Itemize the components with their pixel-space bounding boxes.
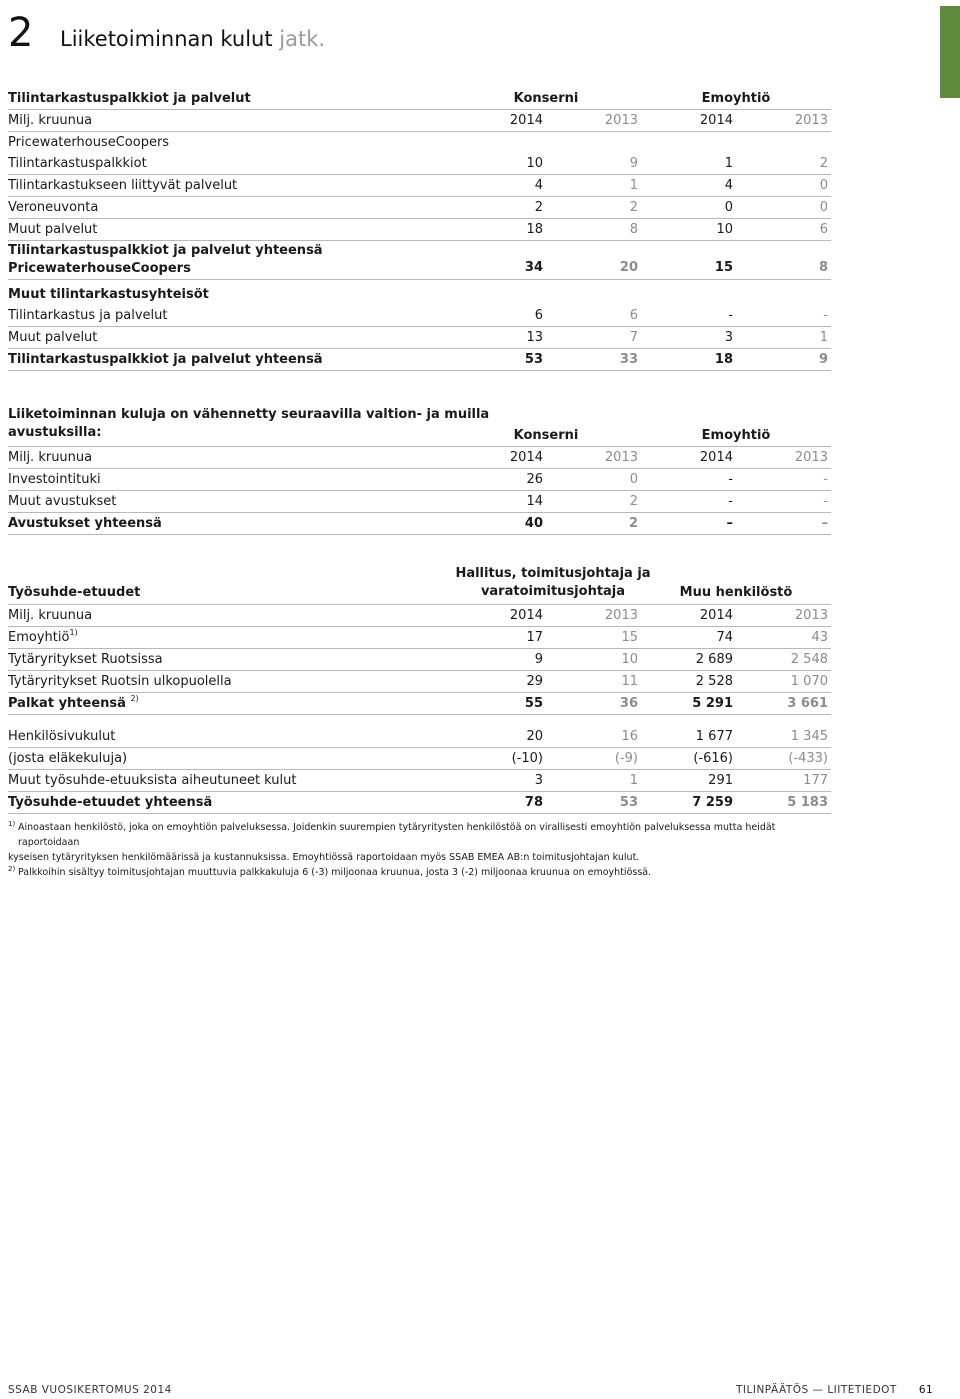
section-number: 2 xyxy=(8,10,34,56)
value-cell: 2 548 xyxy=(790,652,828,667)
value-cell: 3 661 xyxy=(787,696,828,711)
page-number: 61 xyxy=(918,1384,934,1396)
benefits-years-row xyxy=(8,605,831,627)
table-row xyxy=(8,770,831,792)
value-cell: – xyxy=(821,516,828,531)
grants-table xyxy=(8,406,831,535)
table-row xyxy=(8,469,831,491)
value-cell: 10 xyxy=(716,222,733,237)
table-row xyxy=(8,153,831,175)
year-cell: 2013 xyxy=(794,608,828,623)
value-cell: 4 xyxy=(534,178,543,193)
benefits-group-staff: Muu henkilöstö xyxy=(679,585,793,600)
audit-grand-total-row xyxy=(8,349,831,371)
year-cell: 2014 xyxy=(699,608,733,623)
value-cell: - xyxy=(728,494,733,509)
footer-publication: SSAB VUOSIKERTOMUS 2014 xyxy=(8,1384,172,1396)
audit-unit: Milj. kruunua xyxy=(8,113,93,128)
value-cell: 43 xyxy=(811,630,828,645)
grants-group-emoyhtio: Emoyhtiö xyxy=(701,428,771,443)
employee-benefits-table xyxy=(8,564,831,814)
value-cell: 36 xyxy=(619,696,638,711)
value-cell: 13 xyxy=(526,330,543,345)
value-cell: 6 xyxy=(819,222,828,237)
year-cell: 2013 xyxy=(604,450,638,465)
audit-other-heading: Muut tilintarkastusyhteisöt xyxy=(8,287,209,302)
grants-group-konserni: Konserni xyxy=(513,428,579,443)
value-cell: 18 xyxy=(714,352,733,367)
value-cell: (-9) xyxy=(614,751,638,766)
value-cell: - xyxy=(728,308,733,323)
value-cell: 3 xyxy=(724,330,733,345)
year-cell: 2014 xyxy=(509,608,543,623)
year-cell: 2013 xyxy=(604,608,638,623)
value-cell: 55 xyxy=(524,696,543,711)
grants-unit: Milj. kruunua xyxy=(8,450,93,465)
benefits-header-row xyxy=(8,564,831,605)
footnotes xyxy=(8,820,828,880)
grants-title-line1: Liiketoiminnan kuluja on vähennetty seuraavilla valtion- ja muilla xyxy=(8,407,490,422)
audit-title: Tilintarkastuspalkkiot ja palvelut xyxy=(8,91,251,106)
value-cell: 7 259 xyxy=(692,795,733,810)
value-cell: 2 xyxy=(629,494,638,509)
table-row xyxy=(8,197,831,219)
year-cell: 2013 xyxy=(794,113,828,128)
footnote-ref: 1) xyxy=(69,628,78,637)
page-title-suffix: jatk. xyxy=(279,27,326,51)
value-cell: 5 291 xyxy=(692,696,733,711)
row-label: Työsuhde-etuudet yhteensä xyxy=(8,795,213,810)
value-cell: 40 xyxy=(524,516,543,531)
value-cell: 9 xyxy=(534,652,543,667)
value-cell: 0 xyxy=(629,472,638,487)
table-row xyxy=(8,327,831,349)
audit-group-emoyhtio: Emoyhtiö xyxy=(701,91,771,106)
value-cell: 291 xyxy=(708,773,733,788)
audit-pwc-total-label-line1: Tilintarkastuspalkkiot ja palvelut yhteensä xyxy=(8,243,323,258)
grants-title-line2: avustuksilla: xyxy=(8,425,102,440)
value-cell: 10 xyxy=(526,156,543,171)
value-cell: 8 xyxy=(818,260,828,275)
footer-section-label: TILINPÄÄTÖS — LIITETIEDOT xyxy=(736,1384,897,1396)
footnote-2 xyxy=(8,865,828,880)
value-cell: 0 xyxy=(724,200,733,215)
row-label: Tilintarkastuspalkkiot ja palvelut yhteensä xyxy=(8,352,323,367)
table-row xyxy=(8,726,831,748)
audit-other-heading-row xyxy=(8,284,831,305)
value-cell: 0 xyxy=(819,200,828,215)
value-cell: 6 xyxy=(629,308,638,323)
row-label: Avustukset yhteensä xyxy=(8,516,162,531)
audit-group-konserni: Konserni xyxy=(513,91,579,106)
table-row xyxy=(8,305,831,327)
benefits-unit: Milj. kruunua xyxy=(8,608,93,623)
table-row xyxy=(8,649,831,671)
benefits-group-board xyxy=(448,565,658,601)
value-cell: (-433) xyxy=(788,751,828,766)
row-label: Tilintarkastuspalkkiot xyxy=(8,156,147,171)
footnote-1 xyxy=(8,820,828,865)
value-cell: 177 xyxy=(803,773,828,788)
row-label-text: Palkat yhteensä xyxy=(8,696,126,711)
value-cell: (-10) xyxy=(511,751,543,766)
value-cell: 14 xyxy=(526,494,543,509)
value-cell: (-616) xyxy=(693,751,733,766)
footnote-2-line1: Palkkoihin sisältyy toimitusjohtajan muuttuvia palkkakuluja 6 (-3) miljoonaa kruunua, josta 3 (-2) miljoonaa kruunua on emoyhtiössä. xyxy=(18,867,652,878)
audit-pwc-total-label xyxy=(8,242,323,278)
grants-years-row xyxy=(8,447,831,469)
value-cell: 20 xyxy=(526,729,543,744)
row-label: (josta eläkekuluja) xyxy=(8,751,128,766)
benefits-total-row xyxy=(8,792,831,814)
footnote-1-line1: Ainoastaan henkilöstö, joka on emoyhtiön palveluksessa. Joidenkin suurempien tytäryritysten henkilöstöä on virallisesti emoyhtiön palveluksessa mutta heidät raportoidaan xyxy=(18,822,776,848)
table-row xyxy=(8,491,831,513)
row-label: Muut palvelut xyxy=(8,222,98,237)
value-cell: 1 xyxy=(629,773,638,788)
row-label: Muut palvelut xyxy=(8,330,98,345)
value-cell: 53 xyxy=(619,795,638,810)
value-cell: 15 xyxy=(714,260,733,275)
value-cell: 2 xyxy=(629,200,638,215)
footnote-2-mark: 2) xyxy=(8,865,16,873)
page-title xyxy=(60,25,325,53)
value-cell: 20 xyxy=(619,260,638,275)
value-cell: - xyxy=(823,308,828,323)
table-row xyxy=(8,627,831,649)
value-cell: 1 070 xyxy=(790,674,828,689)
page-title-text: Liiketoiminnan kulut xyxy=(60,27,273,51)
value-cell: - xyxy=(823,472,828,487)
value-cell: 1 xyxy=(629,178,638,193)
value-cell: 3 xyxy=(534,773,543,788)
row-label: Muut avustukset xyxy=(8,494,117,509)
value-cell: 2 xyxy=(534,200,543,215)
row-label: Tilintarkastus ja palvelut xyxy=(8,308,168,323)
year-cell: 2014 xyxy=(509,450,543,465)
value-cell: 9 xyxy=(629,156,638,171)
value-cell: 7 xyxy=(629,330,638,345)
section-tab-marker xyxy=(940,6,960,98)
benefits-group-board-line1: Hallitus, toimitusjohtaja ja xyxy=(455,566,651,581)
value-cell: 10 xyxy=(621,652,638,667)
audit-pwc-total-row xyxy=(8,241,831,280)
benefits-title: Työsuhde-etuudet xyxy=(8,585,141,600)
year-cell: 2014 xyxy=(699,450,733,465)
value-cell: 1 xyxy=(819,330,828,345)
value-cell: 5 183 xyxy=(787,795,828,810)
audit-header-row xyxy=(8,88,831,110)
value-cell: 2 xyxy=(628,516,638,531)
value-cell: 0 xyxy=(819,178,828,193)
value-cell: 29 xyxy=(526,674,543,689)
table-row xyxy=(8,219,831,241)
audit-years-row xyxy=(8,110,831,132)
row-label: Muut työsuhde-etuuksista aiheutuneet kulut xyxy=(8,773,297,788)
row-label: Investointituki xyxy=(8,472,101,487)
grants-title xyxy=(8,406,489,442)
benefits-salaries-total-row xyxy=(8,693,831,715)
value-cell: – xyxy=(726,516,733,531)
value-cell: 1 xyxy=(724,156,733,171)
value-cell: - xyxy=(728,472,733,487)
value-cell: 9 xyxy=(818,352,828,367)
table-row xyxy=(8,671,831,693)
value-cell: 78 xyxy=(524,795,543,810)
value-cell: 8 xyxy=(629,222,638,237)
footnote-ref: 2) xyxy=(130,694,139,703)
value-cell: 1 677 xyxy=(695,729,733,744)
value-cell: 11 xyxy=(621,674,638,689)
row-label: Tytäryritykset Ruotsissa xyxy=(8,652,163,667)
value-cell: 34 xyxy=(524,260,543,275)
row-label: Tytäryritykset Ruotsin ulkopuolella xyxy=(8,674,232,689)
year-cell: 2014 xyxy=(509,113,543,128)
value-cell: 2 528 xyxy=(695,674,733,689)
value-cell: 2 xyxy=(819,156,828,171)
footer-section xyxy=(736,1384,933,1396)
audit-fees-table xyxy=(8,88,831,371)
grants-header-row xyxy=(8,406,831,447)
audit-pwc-heading-row xyxy=(8,132,831,153)
value-cell: 15 xyxy=(621,630,638,645)
year-cell: 2013 xyxy=(794,450,828,465)
value-cell: 6 xyxy=(534,308,543,323)
value-cell: 26 xyxy=(526,472,543,487)
value-cell: 53 xyxy=(524,352,543,367)
table-row xyxy=(8,748,831,770)
year-cell: 2013 xyxy=(604,113,638,128)
value-cell: 2 689 xyxy=(695,652,733,667)
row-label xyxy=(8,627,78,648)
value-cell: 17 xyxy=(526,630,543,645)
value-cell: 33 xyxy=(619,352,638,367)
benefits-group-board-line2: varatoimitusjohtaja xyxy=(480,584,626,599)
year-cell: 2014 xyxy=(699,113,733,128)
footnote-1-mark: 1) xyxy=(8,820,16,828)
value-cell: 4 xyxy=(724,178,733,193)
audit-pwc-heading: PricewaterhouseCoopers xyxy=(8,135,170,150)
value-cell: - xyxy=(823,494,828,509)
row-label: Tilintarkastukseen liittyvät palvelut xyxy=(8,178,238,193)
grants-total-row xyxy=(8,513,831,535)
row-label-text: Emoyhtiö xyxy=(8,630,70,645)
row-label: Veroneuvonta xyxy=(8,200,99,215)
value-cell: 74 xyxy=(716,630,733,645)
table-row xyxy=(8,175,831,197)
value-cell: 16 xyxy=(621,729,638,744)
value-cell: 18 xyxy=(526,222,543,237)
audit-pwc-total-label-line2: PricewaterhouseCoopers xyxy=(8,261,191,276)
row-label: Henkilösivukulut xyxy=(8,729,116,744)
row-label xyxy=(8,693,139,714)
footnote-1-line2: kyseisen tytäryrityksen henkilömäärissä ja kustannuksissa. Emoyhtiössä raportoidaan myös SSAB EMEA AB:n toimitusjohtajan kulut. xyxy=(8,852,640,863)
value-cell: 1 345 xyxy=(790,729,828,744)
